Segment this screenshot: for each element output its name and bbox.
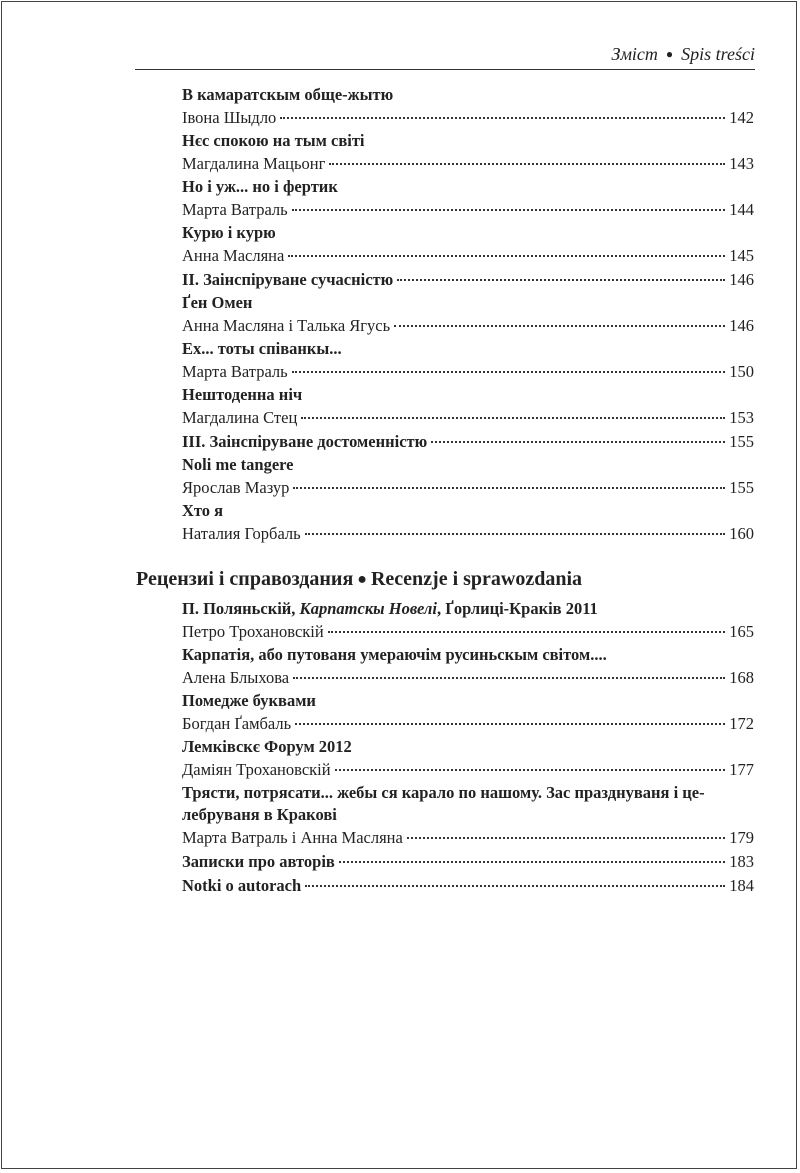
entry-page: 160 [729,524,754,543]
entry-page: 144 [729,200,754,219]
toc-entry [182,782,754,850]
entry-title: Но і уж... но і фертик [182,177,338,196]
entry-author: Марта Ватраль і Анна Масляна [182,828,403,847]
toc-section-heading [182,850,754,874]
entry-page: 143 [729,154,754,173]
entry-author: Даміян Трохановскій [182,760,331,779]
section-bullet: ● [357,571,367,588]
toc-entry [182,222,754,268]
toc-section-heading [182,874,754,898]
entry-title-italic: Карпатскы Новелі [299,599,437,618]
dot-leader [292,371,726,373]
entry-author: Петро Трохановскій [182,622,324,641]
entry-author: Марта Ватраль [182,200,288,219]
toc-entry [182,84,754,130]
entry-page: 155 [729,478,754,497]
dot-leader [394,325,725,327]
entry-page: 165 [729,622,754,641]
section-title: Записки про авторів [182,852,335,871]
entry-author: Магдалина Мацьонг [182,154,326,173]
entry-page: 150 [729,362,754,381]
entry-author: Магдалина Стец [182,408,298,427]
entry-author: Анна Масляна і Талька Ягусь [182,316,391,335]
entry-title: Хто я [182,501,224,520]
dot-leader [288,255,725,257]
dot-leader [305,533,726,535]
entry-page: 177 [729,760,754,779]
dot-leader [407,837,725,839]
dot-leader [335,769,726,771]
entry-author: Івона Шыдло [182,108,277,127]
entry-author: Марта Ватраль [182,362,288,381]
toc-list-1 [182,84,754,546]
section-heading-right: Recenzje i sprawozdania [370,568,583,590]
entry-page: 183 [729,852,754,871]
entry-title: Ґен Омен [182,293,253,312]
toc-entry [182,384,754,430]
entry-author: Анна Масляна [182,246,285,265]
dot-leader [339,861,725,863]
entry-title: Noli me tangere [182,455,294,474]
document-page [1,1,797,1169]
entry-author: Богдан Ґамбаль [182,714,292,733]
toc-entry [182,292,754,338]
entry-page: 142 [729,108,754,127]
entry-title: Трясти, потрясати... жебы ся карало по нашому. Зас празднуваня і це- [182,783,705,802]
entry-page: 179 [729,828,754,847]
entry-title-part: , Ґорлиці-Краків 2011 [436,599,598,618]
header-bullet: ● [665,47,674,61]
entry-title: Карпатія, або путованя умераючім русиньскым світом.... [182,645,607,664]
toc-entry [182,690,754,736]
toc-entry [182,130,754,176]
entry-title: Нештоденна ніч [182,385,303,404]
entry-page: 145 [729,246,754,265]
dot-leader [329,163,725,165]
toc-entry [182,176,754,222]
section-heading-left: Рецензиі і справоздания [136,568,354,590]
entry-title: Помедже буквами [182,691,316,710]
entry-title: Нєс спокою на тым світі [182,131,365,150]
entry-page: 146 [729,316,754,335]
section-heading-reviews [136,568,582,591]
entry-author: Алена Блыхова [182,668,290,687]
entry-title-part: П. Поляньскій, [182,599,300,618]
dot-leader [328,631,726,633]
toc-entry [182,598,754,644]
dot-leader [293,677,725,679]
toc-entry [182,454,754,500]
entry-page: 153 [729,408,754,427]
dot-leader [301,417,725,419]
dot-leader [292,209,726,211]
header-right: Spis treści [681,44,755,64]
header-rule [135,69,755,70]
entry-page: 146 [729,270,754,289]
entry-author: Наталия Горбаль [182,524,301,543]
toc-entry [182,338,754,384]
entry-title: В камаратскым обще-жытю [182,85,394,104]
entry-page: 155 [729,432,754,451]
toc-entry [182,500,754,546]
entry-author: Ярослав Мазур [182,478,290,497]
dot-leader [280,117,725,119]
entry-page: 168 [729,668,754,687]
entry-title: Курю і курю [182,223,276,242]
entry-title [182,598,754,620]
section-title: III. Заінспіруване достоменністю [182,432,428,451]
toc-list-2 [182,598,754,898]
section-title: II. Заінспіруване сучасністю [182,270,394,289]
entry-page: 184 [729,876,754,895]
dot-leader [305,885,725,887]
toc-section-heading [182,268,754,292]
header-left: Зміст [611,44,658,64]
toc-entry [182,736,754,782]
section-title: Notki o autorach [182,876,302,895]
dot-leader [295,723,725,725]
running-header [135,42,755,66]
entry-title: Лемківскє Форум 2012 [182,737,352,756]
entry-title-continued: лебруваня в Кракові [182,805,337,824]
entry-page: 172 [729,714,754,733]
dot-leader [293,487,725,489]
dot-leader [431,441,725,443]
toc-entry [182,644,754,690]
toc-section-heading [182,430,754,454]
entry-title: Ех... тоты співанкы... [182,339,342,358]
dot-leader [397,279,725,281]
